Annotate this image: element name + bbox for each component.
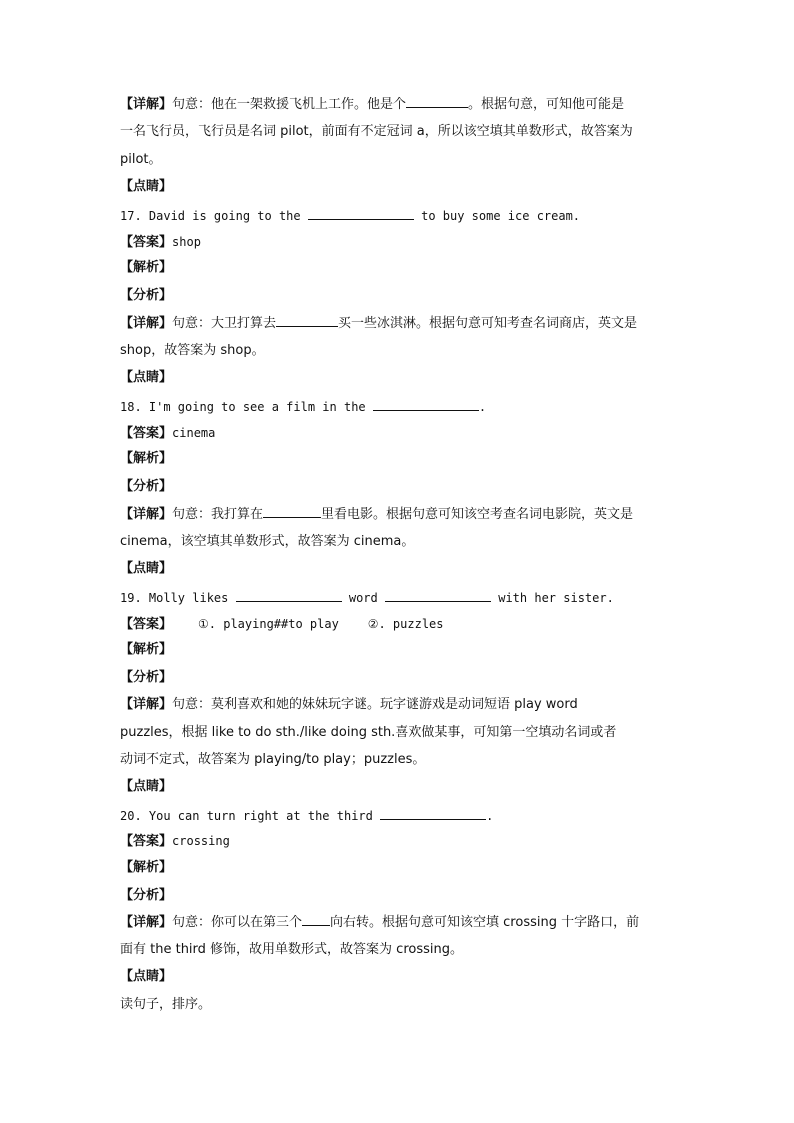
answer-blank (263, 505, 321, 518)
question-text: word (348, 591, 378, 605)
detail-text: 里看电影。根据句意可知该空考查名词电影院，英文是 (321, 507, 634, 522)
answer-tag: 【答案】 (120, 834, 173, 849)
q20-analysis-tag: 【解析】 (120, 860, 173, 875)
q16-detail-line-1 (120, 95, 624, 114)
q17-point-tag: 【点睛】 (120, 370, 173, 385)
answer-blank (380, 807, 486, 820)
answer-text: cinema (172, 426, 216, 440)
detail-text: 句意：大卫打算去 (172, 316, 277, 331)
q16-detail-line-3: pilot。 (120, 152, 162, 167)
answer-text: crossing (172, 834, 230, 848)
detail-text: 句意：我打算在 (172, 507, 264, 522)
answer-blank (308, 207, 414, 220)
q18-analysis-tag: 【解析】 (120, 451, 173, 466)
answer-text: ①. playing##to play ②. puzzles (198, 617, 444, 631)
question-text: to buy some ice cream. (421, 209, 581, 223)
detail-text: 买一些冰淇淋。根据句意可知考查名词商店，英文是 (338, 316, 638, 331)
answer-blank (276, 314, 338, 327)
section-instruction: 读句子，排序。 (120, 997, 212, 1012)
question-text: with her sister. (498, 591, 614, 605)
q18-detail-line-1 (120, 505, 633, 524)
q17-fenxi-tag: 【分析】 (120, 288, 173, 303)
q18-question (120, 398, 486, 416)
q16-detail-line-2: 一名飞行员，飞行员是名词 pilot，前面有不定冠词 a，所以该空填其单数形式，故答案为 (120, 124, 633, 139)
answer-tag: 【答案】 (120, 426, 173, 441)
q19-question (120, 589, 614, 607)
q19-fenxi-tag: 【分析】 (120, 670, 173, 685)
question-text: . (478, 400, 487, 414)
q19-analysis-tag: 【解析】 (120, 642, 173, 657)
q19-detail-line-3: 动词不定式，故答案为 playing/to play；puzzles。 (120, 752, 426, 767)
detail-tag: 【详解】 (120, 316, 173, 331)
answer-text: shop (172, 235, 201, 249)
q18-fenxi-tag: 【分析】 (120, 479, 173, 494)
q19-answer (120, 615, 444, 634)
detail-text: 。根据句意，可知他可能是 (468, 97, 625, 112)
q19-point-tag: 【点睛】 (120, 779, 173, 794)
answer-tag: 【答案】 (120, 617, 173, 632)
question-text: 20. You can turn right at the third (120, 809, 373, 823)
detail-tag: 【详解】 (120, 97, 173, 112)
q17-detail-line-2: shop，故答案为 shop。 (120, 343, 265, 358)
question-text: 18. I'm going to see a film in the (120, 400, 366, 414)
detail-text: 向右转。根据句意可知该空填 crossing 十字路口，前 (330, 915, 640, 930)
q19-detail-line-2: puzzles，根据 like to do sth./like doing sth.喜欢做某事，可知第一空填动名词或者 (120, 725, 617, 740)
detail-tag: 【详解】 (120, 915, 173, 930)
q20-answer (120, 832, 230, 851)
answer-blank (373, 398, 479, 411)
question-text: 19. Molly likes (120, 591, 229, 605)
question-text: 17. David is going to the (120, 209, 301, 223)
q20-detail-line-2: 面有 the third 修饰，故用单数形式，故答案为 crossing。 (120, 942, 463, 957)
detail-text: 句意：你可以在第三个 (172, 915, 303, 930)
q16-point-tag: 【点睛】 (120, 179, 173, 194)
q17-analysis-tag: 【解析】 (120, 260, 173, 275)
answer-blank (385, 589, 491, 602)
detail-text: 句意：他在一架救援飞机上工作。他是个 (172, 97, 407, 112)
q20-fenxi-tag: 【分析】 (120, 888, 173, 903)
q19-detail-line-1 (120, 696, 578, 714)
q17-detail-line-1 (120, 314, 637, 333)
q18-answer (120, 424, 215, 443)
q20-detail-line-1 (120, 913, 639, 932)
q17-answer (120, 233, 201, 252)
detail-text: 句意：莫利喜欢和她的妹妹玩字谜。玩字谜游戏是动词短语 play word (172, 697, 578, 712)
detail-tag: 【详解】 (120, 507, 173, 522)
detail-tag: 【详解】 (120, 697, 173, 712)
q18-detail-line-2: cinema，该空填其单数形式，故答案为 cinema。 (120, 534, 415, 549)
answer-blank (302, 913, 330, 926)
q18-point-tag: 【点睛】 (120, 561, 173, 576)
question-text: . (486, 809, 494, 823)
q17-question (120, 207, 580, 225)
answer-blank (236, 589, 342, 602)
answer-tag: 【答案】 (120, 235, 173, 250)
answer-blank (406, 95, 468, 108)
q20-point-tag: 【点睛】 (120, 969, 173, 984)
q20-question (120, 807, 493, 825)
